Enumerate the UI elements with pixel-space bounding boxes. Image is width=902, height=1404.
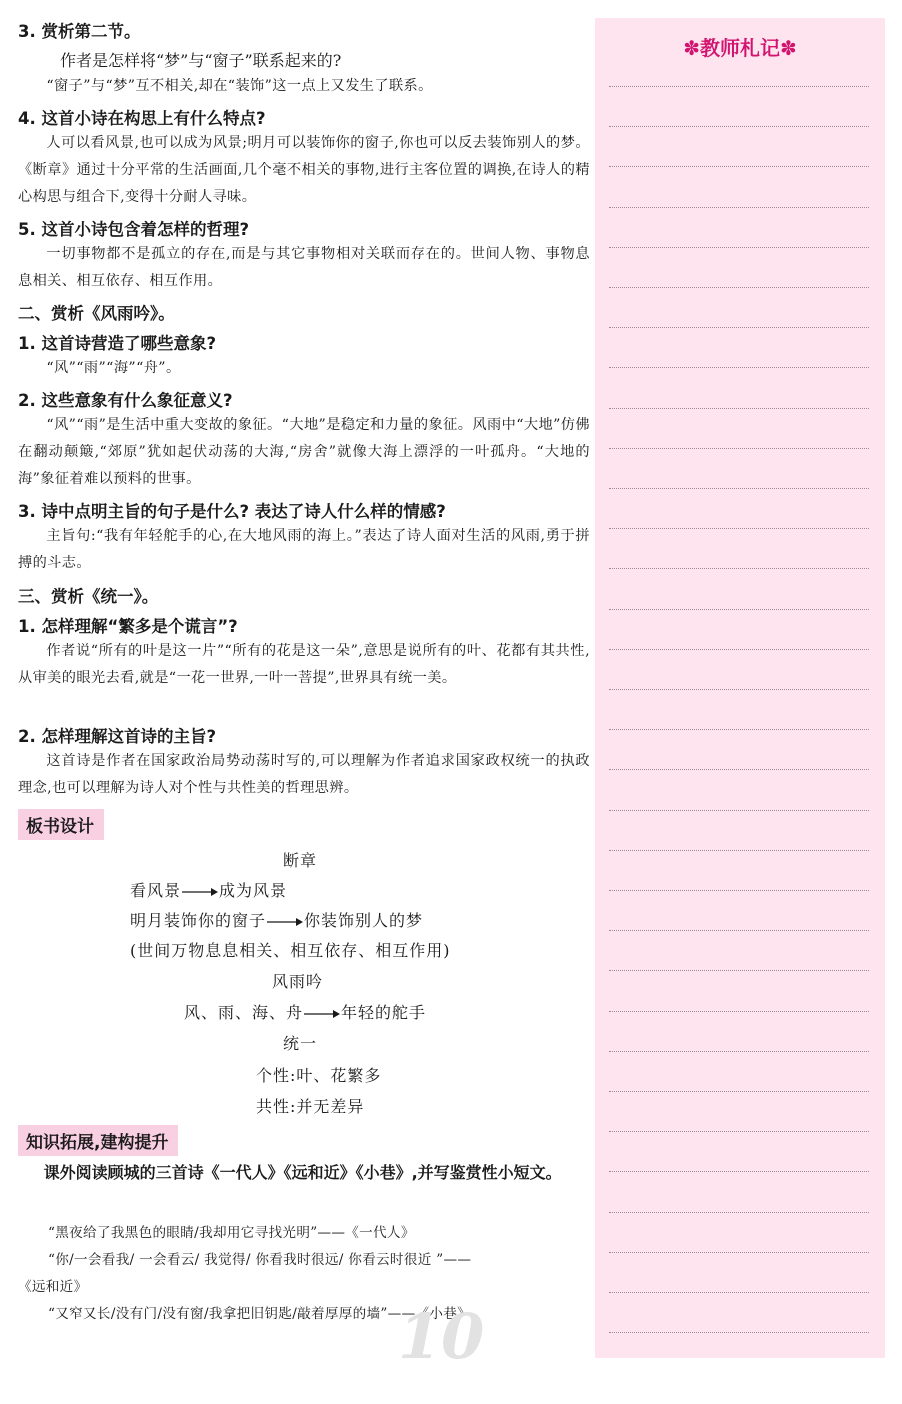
- section-3-question-2: 2. 怎样理解这首诗的主旨?: [18, 727, 217, 746]
- section-2-question-1: 1. 这首诗营造了哪些意象?: [18, 334, 217, 353]
- section-3-heading: 三、赏析《统一》。: [18, 587, 159, 606]
- board-line-1: [130, 878, 287, 901]
- quote-xiaoxiang: “又窄又长/没有门/没有窗/我拿把旧钥匙/敲着厚厚的墙”——《小巷》: [48, 1306, 472, 1322]
- note-line: [609, 408, 869, 409]
- board-design-tag: 板书设计: [18, 809, 104, 840]
- note-line: [609, 850, 869, 851]
- board-line-2-right: 你装饰别人的梦: [304, 911, 424, 930]
- note-line: [609, 649, 869, 650]
- note-line: [609, 327, 869, 328]
- note-line: [609, 1252, 869, 1253]
- board-line-4-left: 风、雨、海、舟: [184, 1003, 304, 1022]
- note-line: [609, 1051, 869, 1052]
- note-line: [609, 890, 869, 891]
- board-line-4: [184, 1000, 426, 1023]
- note-line: [609, 970, 869, 971]
- extension-tag: 知识拓展,建构提升: [18, 1125, 178, 1156]
- note-line: [609, 207, 869, 208]
- section-2-answer-2: “风”“雨”是生活中重大变故的象征。“大地”是稳定和力量的象征。风雨中“大地”仿佛在翻动颠簸,“郊原”犹如起伏动荡的大海,“房舍”就像大海上漂浮的一叶孤舟。“大地的海”象征着难以预料的世事。: [18, 417, 590, 487]
- section-3-answer-1: 作者说“所有的叶是这一片”“所有的花是这一朵”,意思是说所有的叶、花都有其共性,从审美的眼光去看,就是“一花一世界,一叶一菩提”,世界具有统一美。: [18, 643, 590, 686]
- note-line: [609, 86, 869, 87]
- question-3-sub: 作者是怎样将“梦”与“窗子”联系起来的?: [60, 51, 342, 70]
- note-line: [609, 448, 869, 449]
- section-3-question-1: 1. 怎样理解“繁多是个谎言”?: [18, 617, 238, 636]
- note-line: [609, 1332, 869, 1333]
- arrow-right-icon: [266, 916, 304, 928]
- arrow-right-icon: [181, 886, 219, 898]
- notes-title: ✽教师札记✽: [683, 36, 797, 60]
- note-line: [609, 1171, 869, 1172]
- note-line: [609, 1292, 869, 1293]
- note-line: [609, 287, 869, 288]
- note-line: [609, 126, 869, 127]
- board-title-tongyi: 统一: [283, 1034, 318, 1053]
- note-line: [609, 769, 869, 770]
- section-2-question-2: 2. 这些意象有什么象征意义?: [18, 391, 233, 410]
- question-5: 5. 这首小诗包含着怎样的哲理?: [18, 220, 250, 239]
- note-line: [609, 367, 869, 368]
- section-3-answer-2: 这首诗是作者在国家政治局势动荡时写的,可以理解为作者追求国家政权统一的执政理念,也可以理解为诗人对个性与共性美的哲理思辨。: [18, 753, 590, 796]
- section-2-answer-1: “风”“雨”“海”“舟”。: [46, 360, 181, 376]
- arrow-right-icon: [303, 1008, 341, 1020]
- note-line: [609, 1011, 869, 1012]
- extension-task: 课外阅读顾城的三首诗《一代人》《远和近》《小巷》,并写鉴赏性小短文。: [43, 1163, 562, 1182]
- answer-5: 一切事物都不是孤立的存在,而是与其它事物相对关联而存在的。世间人物、事物息息相关、相互依存、相互作用。: [18, 246, 590, 289]
- quote-yuanhejin-b: 《远和近》: [18, 1279, 88, 1295]
- board-title-duanzhang: 断章: [283, 851, 318, 870]
- board-line-5: 个性:叶、花繁多: [256, 1066, 382, 1085]
- board-line-2-left: 明月装饰你的窗子: [130, 911, 267, 930]
- board-line-4-right: 年轻的舵手: [341, 1003, 427, 1022]
- note-line: [609, 1091, 869, 1092]
- teacher-notes-panel: [595, 18, 885, 1358]
- section-2-answer-3: 主旨句:“我有年轻舵手的心,在大地风雨的海上。”表达了诗人面对生活的风雨,勇于拼搏的斗志。: [18, 528, 590, 571]
- board-line-2: [130, 908, 423, 931]
- note-line: [609, 609, 869, 610]
- board-title-fengyuyin: 风雨吟: [272, 972, 324, 991]
- note-line: [609, 729, 869, 730]
- question-4: 4. 这首小诗在构思上有什么特点?: [18, 109, 266, 128]
- note-line: [609, 488, 869, 489]
- question-3: 3. 赏析第二节。: [18, 22, 141, 41]
- note-line: [609, 166, 869, 167]
- note-line: [609, 247, 869, 248]
- note-line: [609, 1131, 869, 1132]
- note-line: [609, 930, 869, 931]
- page-number: 10: [398, 1300, 485, 1373]
- note-line: [609, 568, 869, 569]
- board-line-1-right: 成为风景: [219, 881, 288, 900]
- section-2-heading: 二、赏析《风雨吟》。: [18, 304, 175, 323]
- quote-yidairen: “黑夜给了我黑色的眼睛/我却用它寻找光明”——《一代人》: [48, 1225, 415, 1241]
- answer-4: 人可以看风景,也可以成为风景;明月可以装饰你的窗子,你也可以反去装饰别人的梦。《断章》通过十分平常的生活画面,几个毫不相关的事物,进行主客位置的调换,在诗人的精心构思与组合下,变得十分耐人寻味。: [18, 135, 590, 205]
- note-line: [609, 810, 869, 811]
- board-line-1-left: 看风景: [130, 881, 182, 900]
- answer-3: “窗子”与“梦”互不相关,却在“装饰”这一点上又发生了联系。: [46, 78, 433, 94]
- board-line-3: (世间万物息息相关、相互依存、相互作用): [130, 941, 451, 960]
- section-2-question-3: 3. 诗中点明主旨的句子是什么? 表达了诗人什么样的情感?: [18, 502, 446, 521]
- note-line: [609, 528, 869, 529]
- note-line: [609, 1212, 869, 1213]
- board-line-6: 共性:并无差异: [256, 1097, 365, 1116]
- quote-yuanhejin-a: “你/一会看我/ 一会看云/ 我觉得/ 你看我时很远/ 你看云时很近 ”——: [48, 1252, 472, 1268]
- note-line: [609, 689, 869, 690]
